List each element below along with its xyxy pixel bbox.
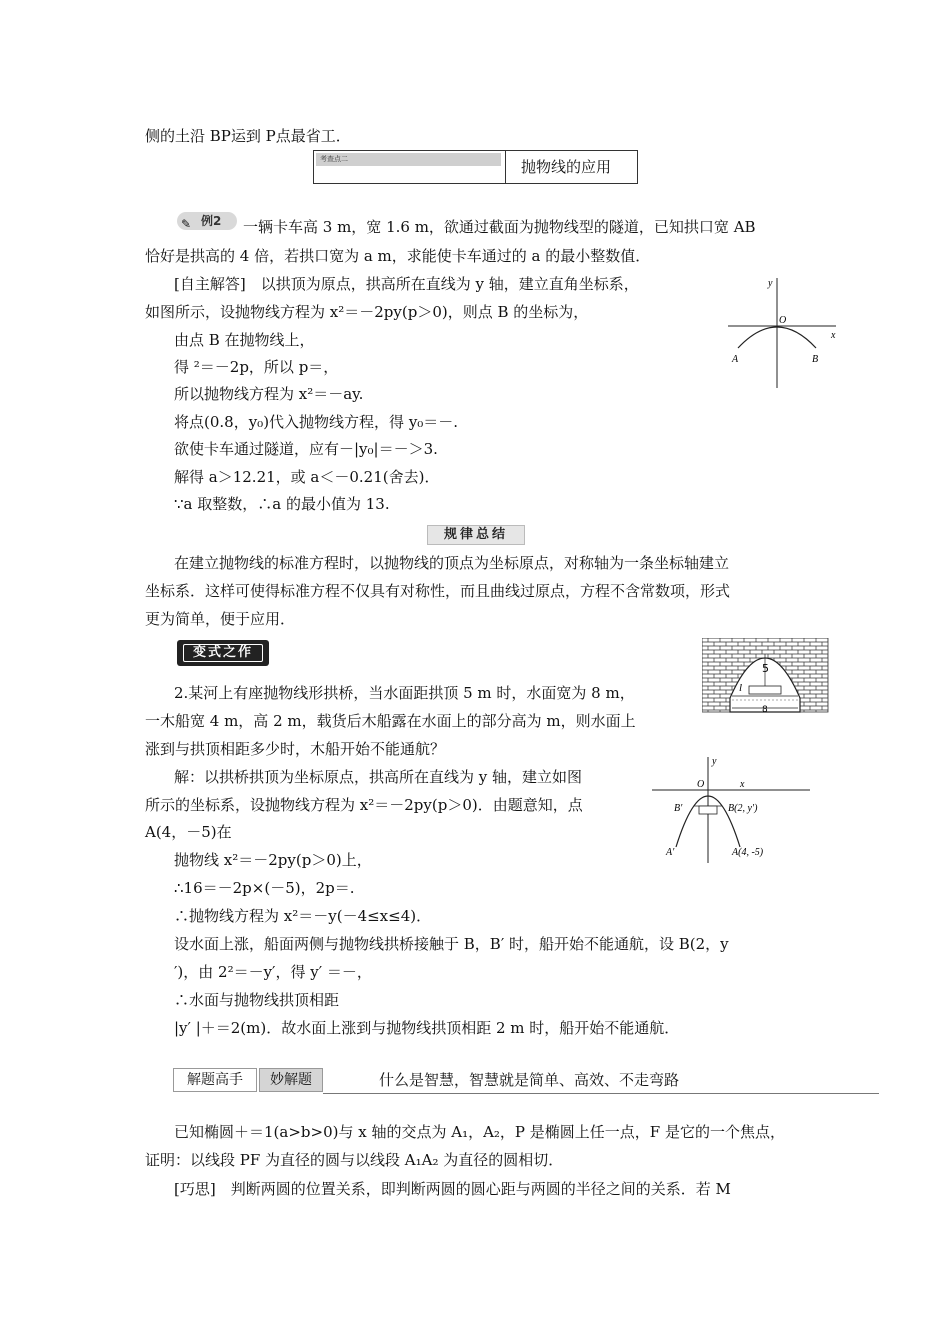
solution-line-6: 将点(0.8，y₀)代入抛物线方程，得 y₀＝－. [174,413,459,431]
header-tag-2: 妙解题 [259,1068,323,1092]
parabola-figure-2 [652,755,812,865]
section-divider [505,151,506,183]
rule-line-2: 坐标系．这样可使得标准方程不仅具有对称性，而且曲线过原点，方程不含常数项，形式 [145,582,731,600]
fig1-b-label: B [812,354,819,365]
variant-line-8: ∴16＝－2p×(－5)，2p＝. [174,879,355,897]
fig1-y-label: y [768,278,773,289]
solution-line-9: ∵a 取整数，∴a 的最小值为 13. [174,495,390,513]
section-title: 抛物线的应用 [521,158,612,176]
rule-line-3: 更为简单，便于应用． [145,610,296,628]
variant-line-9: ∴抛物线方程为 x²＝－y(－4≤x≤4)． [174,907,432,925]
fig3-o-label: O [697,779,705,790]
variant-line-7: 抛物线 x²＝－2py(p＞0)上， [174,851,372,869]
pen-icon: ✎ [181,217,192,231]
variant-line-10: 设水面上涨，船面两侧与抛物线拱桥接触于 B，B′ 时，船开始不能通航，设 B(2，y [174,935,729,953]
solving-tips-header [173,1068,879,1094]
variant-line-12: ∴水面与抛物线拱顶相距 [174,991,340,1009]
variant-line-2: 一木船宽 4 m，高 2 m，载货后木船露在水面上的部分高为 m，则水面上 [145,712,636,730]
header-slogan: 什么是智慧，智慧就是简单、高效、不走弯路 [379,1071,680,1089]
rule-summary-badge: 规律总结 [427,525,525,545]
fig2-eight: 8 [762,705,768,714]
example-label: 例2 [201,214,222,228]
fig1-a-label: A [732,354,739,365]
section-header [313,150,638,184]
fig3-a-label: A(4, -5) [732,847,764,858]
fig3-x-label: x [740,779,745,790]
question-line-1: 已知椭圆＋＝1(a>b>0)与 x 轴的交点为 A₁，A₂，P 是椭圆上任一点，F 是它的一个焦点， [174,1123,785,1141]
fig2-l: l [739,682,743,694]
header-rule [323,1093,879,1094]
fig3-b-label: B(2, y′) [728,803,758,814]
header-tag-1: 解题高手 [173,1068,257,1092]
question-line-2: 证明：以线段 PF 为直径的圆与以线段 A₁A₂ 为直径的圆相切． [145,1151,564,1169]
solution-line-7: 欲使卡车通过隧道，应有－|y₀|＝－＞3. [174,440,438,458]
solution-line-4: 得 ²＝－2p，所以 p＝， [174,358,339,376]
solution-line-3: 由点 B 在抛物线上， [174,331,315,349]
variant-line-5: 所示的坐标系，设抛物线方程为 x²＝－2py(p＞0)．由题意知，点 [145,796,583,814]
solution-line-5: 所以抛物线方程为 x²＝－ay. [174,385,364,403]
fig3-ap-label: A′ [666,847,675,858]
variant-line-6: A(4，－5)在 [145,823,232,841]
solution-line-8: 解得 a＞12.21，或 a＜－0.21(舍去)． [174,468,440,486]
fig1-x-label: x [831,330,836,341]
question-line-3: [巧思] 判断两圆的位置关系，即判断两圆的圆心距与两圆的半径之间的关系．若 M [174,1180,731,1198]
solution-line-1: [自主解答] 以拱顶为原点，拱高所在直线为 y 轴，建立直角坐标系， [174,275,639,293]
solution-line-2: 如图所示，设抛物线方程为 x²＝－2py(p＞0)，则点 B 的坐标为， [145,303,589,321]
line-0: 侧的土沿 BP运到 P点最省工． [145,127,351,145]
example-line-2: 恰好是拱高的 4 倍，若拱口宽为 a m，求能使卡车通过的 a 的最小整数值． [145,247,651,265]
fig1-o-label: O [779,315,787,326]
variant-line-11: ′)，由 2²＝－y′，得 y′ ＝－， [174,963,372,981]
example-badge [177,212,237,230]
fig2-five: 5 [762,662,769,675]
rule-line-1: 在建立抛物线的标准方程时，以抛物线的顶点为坐标原点，对称轴为一条坐标轴建立 [174,554,730,572]
section-tag: 考查点二 [316,153,501,166]
variant-line-1: 2.某河上有座抛物线形拱桥，当水面距拱顶 5 m 时，水面宽为 8 m， [174,684,635,702]
parabola-figure-1 [728,270,838,390]
fig3-y-label: y [712,756,717,767]
variant-badge: 变式之作 [177,640,269,666]
example-line-1: 一辆卡车高 3 m，宽 1.6 m，欲通过截面为抛物线型的隧道，已知拱口宽 AB [243,218,756,236]
variant-line-4: 解：以拱桥拱顶为坐标原点，拱高所在直线为 y 轴，建立如图 [174,768,583,786]
variant-line-3: 涨到与拱顶相距多少时，木船开始不能通航？ [145,740,446,758]
variant-line-13: |y′ |＋＝2(m)．故水面上涨到与抛物线拱顶相距 2 m 时，船开始不能通航． [174,1019,680,1037]
fig3-bp-label: B′ [674,803,683,814]
bridge-figure [702,638,832,714]
